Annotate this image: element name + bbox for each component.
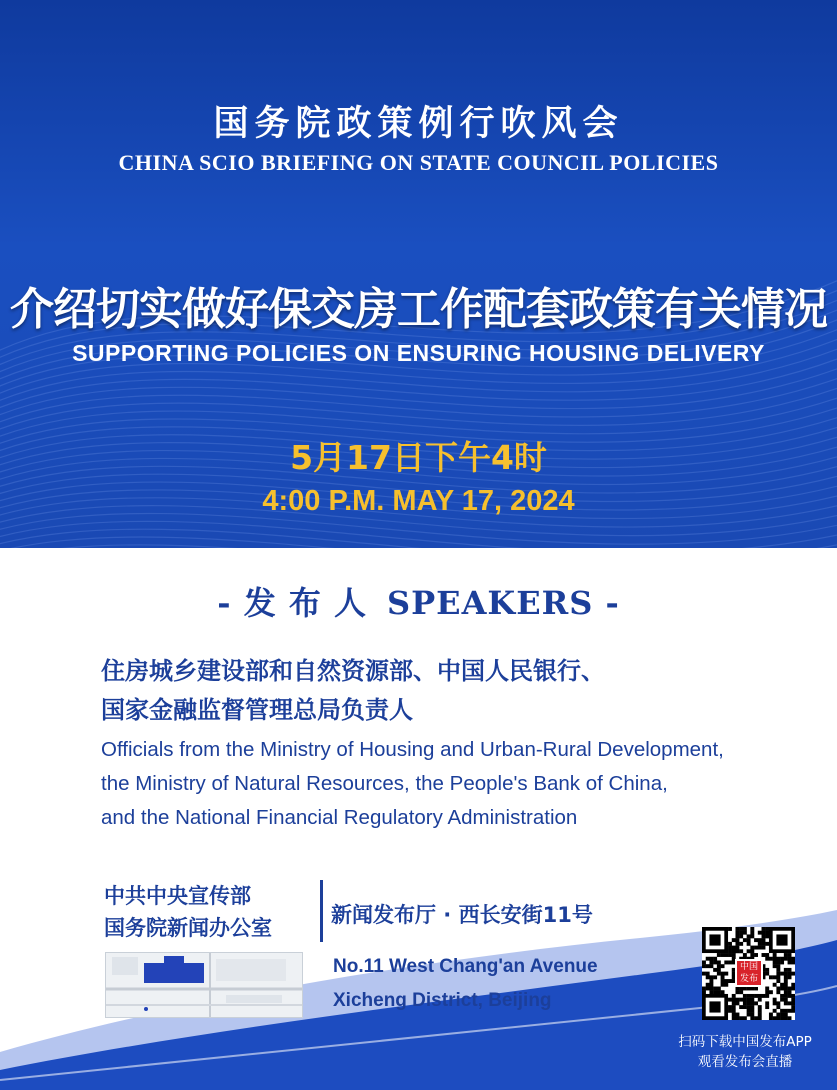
speakers-cn-line: 住房城乡建设部和自然资源部、中国人民银行、 [101,656,605,685]
qr-logo-line: 发布 [739,974,758,984]
date-en: 4:00 P.M. MAY 17, 2024 [262,485,575,517]
speakers-en-line: and the National Financial Regulatory Administration [101,806,578,829]
address-line: No.11 West Chang'an Avenue [333,956,598,977]
map-graphic [106,953,302,1017]
organizer-line: 中共中央宣传部 [104,884,251,908]
speakers-heading-en: SPEAKERS - [387,584,620,622]
speakers-heading-cn: - 发 布 人 [217,584,367,622]
address-line: Xicheng District, Beijing [333,990,552,1011]
qr-logo-line: 中国 [739,962,758,972]
organizer-line: 国务院新闻办公室 [104,916,272,940]
speakers-heading [0,578,837,624]
qr-code[interactable] [702,927,795,1020]
qr-logo [735,959,763,987]
series-title-en: CHINA SCIO BRIEFING ON STATE COUNCIL POLICIES [118,150,719,175]
series-title-cn: 国务院政策例行吹风会 [213,103,624,144]
speakers-cn-line: 国家金融监督管理总局负责人 [101,695,413,724]
organizer-divider [320,880,323,942]
qr-caption-line: 观看发布会直播 [697,1054,793,1070]
venue-cn: 新闻发布厅 · 西长安街11号 [331,903,593,927]
qr-caption-line: 扫码下载中国发布APP [678,1034,812,1050]
topic-title-cn: 介绍切实做好保交房工作配套政策有关情况 [10,284,827,335]
speakers-en-line: the Ministry of Natural Resources, the People's Bank of China, [101,772,668,795]
topic-title-en: SUPPORTING POLICIES ON ENSURING HOUSING DELIVERY [72,340,765,366]
date-cn: 5月17日下午4时 [290,438,547,477]
speakers-en-line: Officials from the Ministry of Housing and Urban-Rural Development, [101,738,724,761]
location-map [105,952,303,1018]
